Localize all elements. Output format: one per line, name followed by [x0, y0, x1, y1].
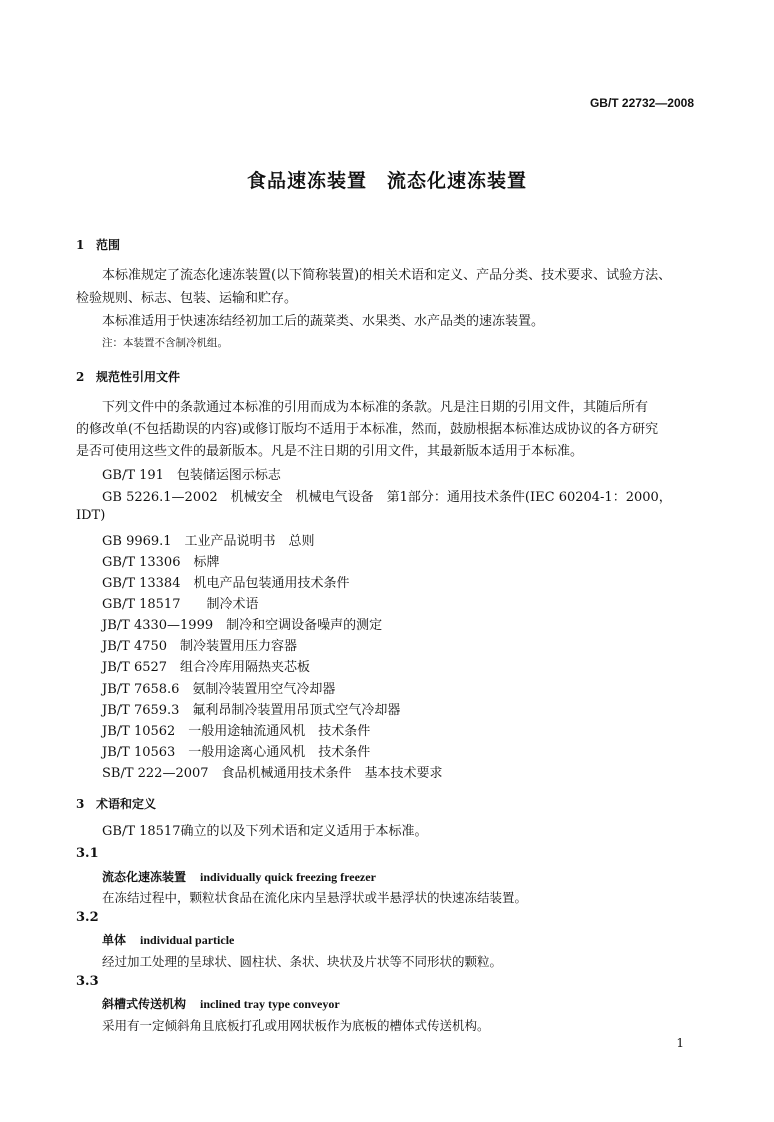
term-definition: 采用有一定倾斜角且底板打孔或用网状板作为底板的槽体式传送机构。: [102, 1018, 490, 1033]
paragraph-line: 下列文件中的条款通过本标准的引用而成为本标准的条款。凡是注日期的引用文件，其随后所有: [102, 400, 649, 415]
reference-item: GB/T 13384 机电产品包装通用技术条件: [102, 576, 350, 591]
section-heading-terms: [76, 795, 156, 812]
section-number: 2: [76, 370, 85, 384]
reference-item: SB/T 222—2007 食品机械通用技术条件 基本技术要求: [102, 766, 443, 781]
page-number: 1: [676, 1036, 684, 1050]
reference-item: GB/T 13306 标牌: [102, 555, 220, 570]
reference-item: IDT): [76, 508, 106, 523]
reference-item: GB 5226.1—2002 机械安全 机械电气设备 第1部分：通用技术条件(IEC 60204-1：2000，: [102, 490, 672, 505]
reference-item: JB/T 4750 制冷装置用压力容器: [102, 639, 298, 654]
term-number: 3.3: [76, 974, 99, 989]
reference-item: GB 9969.1 工业产品说明书 总则: [102, 534, 315, 549]
section-heading-scope: [76, 236, 120, 253]
paragraph-line: 是否可使用这些文件的最新版本。凡是不注日期的引用文件，其最新版本适用于本标准。: [76, 444, 584, 459]
reference-item: GB/T 18517 制冷术语: [102, 597, 259, 612]
paragraph-line: 本标准规定了流态化速冻装置(以下简称装置)的相关术语和定义、产品分类、技术要求、试验方法、: [102, 268, 672, 283]
term-definition: 经过加工处理的呈球状、圆柱状、条状、块状及片状等不同形状的颗粒。: [102, 954, 503, 969]
section-title: 范围: [96, 238, 121, 252]
reference-item: GB/T 191 包装储运图示标志: [102, 468, 281, 483]
section-title: 术语和定义: [96, 797, 157, 811]
reference-item: JB/T 7659.3 氟利昂制冷装置用吊顶式空气冷却器: [102, 703, 401, 718]
term-english: individual particle: [140, 933, 235, 947]
term-number: 3.2: [76, 910, 99, 925]
paragraph-line: 本标准适用于快速冻结经初加工后的蔬菜类、水果类、水产品类的速冻装置。: [102, 314, 545, 329]
reference-item: JB/T 4330—1999 制冷和空调设备噪声的测定: [102, 618, 383, 633]
term-english: inclined tray type conveyor: [200, 997, 340, 1011]
term-title: [102, 868, 376, 885]
standard-code: GB/T 22732—2008: [589, 96, 694, 110]
reference-item: JB/T 6527 组合冷库用隔热夹芯板: [102, 660, 311, 675]
section-heading-normative-references: [76, 368, 180, 385]
paragraph-line: GB/T 18517确立的以及下列术语和定义适用于本标准。: [102, 824, 428, 839]
term-definition: 在冻结过程中，颗粒状食品在流化床内呈悬浮状或半悬浮状的快速冻结装置。: [102, 890, 528, 905]
term-english: individually quick freezing freezer: [200, 870, 376, 884]
paragraph-line: 检验规则、标志、包装、运输和贮存。: [76, 291, 298, 306]
document-title: 食品速冻装置 流态化速冻装置: [246, 170, 527, 192]
term-chinese: 流态化速冻装置: [102, 870, 187, 884]
paragraph-line: 的修改单(不包括勘误的内容)或修订版均不适用于本标准，然而，鼓励根据本标准达成协议的各方研究: [76, 422, 659, 437]
term-title: [102, 931, 234, 948]
reference-item: JB/T 7658.6 氨制冷装置用空气冷却器: [102, 682, 336, 697]
section-number: 1: [76, 238, 85, 252]
section-number: 3: [76, 797, 85, 811]
note: 注：本装置不含制冷机组。: [102, 337, 228, 349]
term-title: [102, 995, 340, 1012]
section-title: 规范性引用文件: [96, 370, 181, 384]
term-chinese: 单体: [102, 933, 127, 947]
reference-item: JB/T 10562 一般用途轴流通风机 技术条件: [102, 724, 371, 739]
reference-item: JB/T 10563 一般用途离心通风机 技术条件: [102, 745, 371, 760]
term-chinese: 斜槽式传送机构: [102, 997, 187, 1011]
term-number: 3.1: [76, 846, 99, 861]
